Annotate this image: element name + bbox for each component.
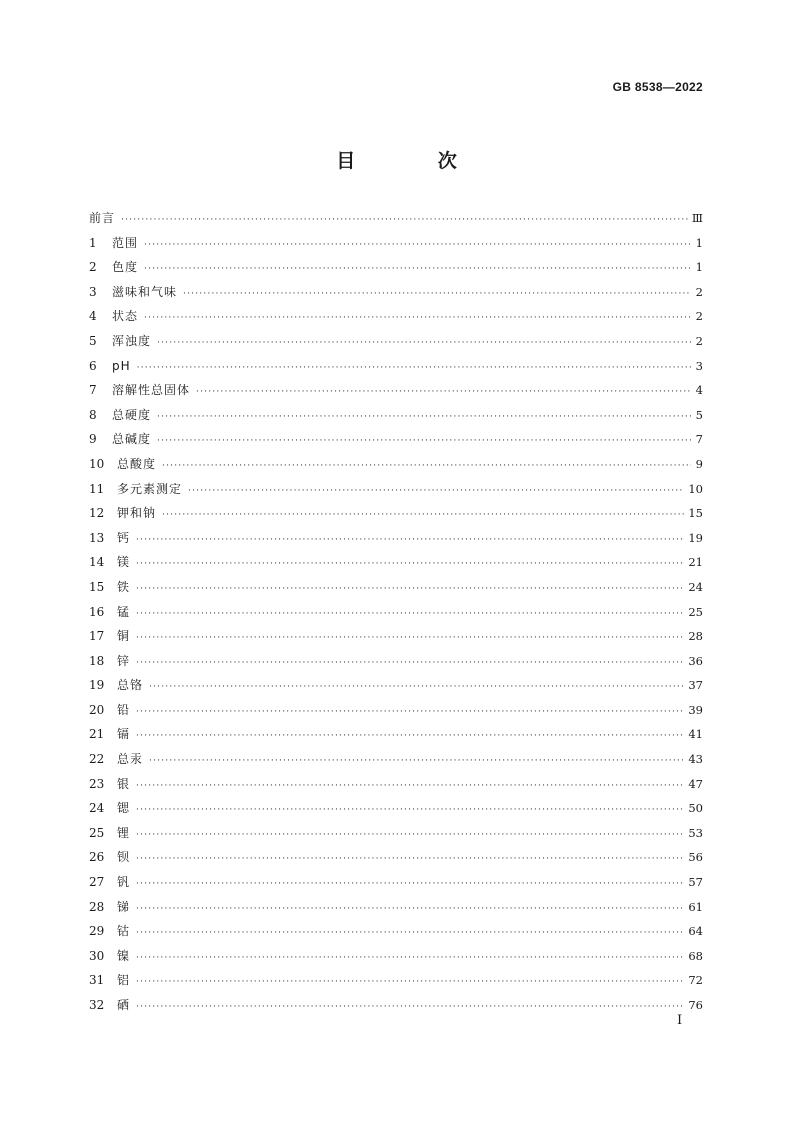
toc-entry-page: 19 xyxy=(688,530,703,545)
toc-entry-page: 76 xyxy=(688,998,703,1012)
toc-dot-leader xyxy=(136,897,684,922)
toc-entry[interactable] xyxy=(89,968,703,993)
toc-dot-leader xyxy=(162,454,691,479)
toc-entry-label: 硒 xyxy=(117,998,131,1012)
toc-entry-page: 68 xyxy=(688,948,703,963)
toc-entry-number: 27 xyxy=(89,875,105,890)
toc-entry-label: 铁 xyxy=(117,579,131,594)
toc-dot-leader xyxy=(149,675,684,700)
toc-entry-number: 1 xyxy=(89,235,97,250)
toc-entry[interactable] xyxy=(89,649,703,674)
toc-entry-label: 锌 xyxy=(117,653,131,668)
toc-entry-page: Ⅲ xyxy=(691,211,703,225)
toc-entry-label: 溶解性总固体 xyxy=(112,383,191,398)
toc-entry-page: 36 xyxy=(688,653,703,668)
toc-entry[interactable] xyxy=(89,821,703,846)
toc-dot-leader xyxy=(144,306,691,331)
toc-dot-leader xyxy=(196,380,691,405)
toc-entry-number: 3 xyxy=(89,284,97,299)
toc-entry-number: 13 xyxy=(89,530,105,545)
toc-entry[interactable] xyxy=(89,526,703,551)
toc-dot-leader xyxy=(121,208,688,233)
toc-entry[interactable] xyxy=(89,919,703,944)
toc-entry-page: 9 xyxy=(695,456,703,471)
toc-entry-number: 20 xyxy=(89,702,105,717)
toc-entry-label: 银 xyxy=(117,776,131,791)
toc-entry[interactable] xyxy=(89,304,703,329)
toc-entry-number: 10 xyxy=(89,456,105,471)
toc-entry-page: 2 xyxy=(695,333,703,348)
toc-entry-label: 镍 xyxy=(117,948,131,963)
toc-entry-label: 镁 xyxy=(117,555,131,570)
page-title: 目 次 xyxy=(336,150,495,172)
toc-entry-label: 前言 xyxy=(89,211,116,225)
toc-entry-page: 4 xyxy=(695,383,703,398)
toc-entry-page: 43 xyxy=(688,752,703,767)
toc-entry-label: 铜 xyxy=(117,629,131,644)
toc-entry-label: 锂 xyxy=(117,825,131,840)
toc-dot-leader xyxy=(137,356,691,381)
toc-entry-page: 72 xyxy=(688,973,703,988)
toc-entry-number: 30 xyxy=(89,948,105,963)
toc-entry-number: 32 xyxy=(89,998,105,1012)
toc-entry-page: 5 xyxy=(695,407,703,422)
toc-entry-number: 29 xyxy=(89,924,105,939)
toc-entry[interactable] xyxy=(89,550,703,575)
toc-entry[interactable] xyxy=(89,403,703,428)
toc-dot-leader xyxy=(136,552,684,577)
toc-entry[interactable] xyxy=(89,895,703,920)
toc-entry[interactable] xyxy=(89,280,703,305)
toc-entry-number: 17 xyxy=(89,629,105,644)
toc-entry[interactable] xyxy=(89,575,703,600)
toc-entry-number: 14 xyxy=(89,555,105,570)
toc-entry-page: 53 xyxy=(688,825,703,840)
toc-entry-label: 总碱度 xyxy=(112,432,152,447)
toc-entry-label: 总汞 xyxy=(117,752,144,767)
toc-dot-leader xyxy=(136,970,684,995)
toc-entry-label: 锶 xyxy=(117,801,131,816)
table-of-contents xyxy=(89,206,703,1018)
toc-dot-leader xyxy=(136,774,684,799)
toc-dot-leader xyxy=(157,405,691,430)
toc-entry-label: 钴 xyxy=(117,924,131,939)
toc-entry-number: 8 xyxy=(89,407,97,422)
toc-entry-page: 10 xyxy=(688,481,703,496)
toc-dot-leader xyxy=(136,528,684,553)
toc-entry-number: 24 xyxy=(89,801,105,816)
toc-entry[interactable] xyxy=(89,796,703,821)
toc-dot-leader xyxy=(136,651,684,676)
toc-entry[interactable] xyxy=(89,772,703,797)
toc-entry-number: 21 xyxy=(89,727,105,742)
toc-entry-number: 7 xyxy=(89,383,97,398)
toc-entry[interactable] xyxy=(89,600,703,625)
toc-entry-label: 镉 xyxy=(117,727,131,742)
toc-entry-page: 1 xyxy=(695,260,703,275)
toc-entry[interactable] xyxy=(89,206,703,231)
toc-entry-page: 56 xyxy=(688,850,703,865)
toc-dot-leader xyxy=(157,331,691,356)
toc-entry[interactable] xyxy=(89,870,703,895)
toc-entry-label: 铝 xyxy=(117,973,131,988)
toc-entry[interactable] xyxy=(89,501,703,526)
toc-entry[interactable] xyxy=(89,845,703,870)
toc-dot-leader xyxy=(136,700,684,725)
toc-entry-number: 28 xyxy=(89,899,105,914)
toc-entry-page: 15 xyxy=(688,506,703,521)
toc-entry-number: 6 xyxy=(89,358,97,373)
toc-entry-label: 色度 xyxy=(112,260,139,275)
toc-entry-label: 多元素测定 xyxy=(117,481,183,496)
toc-dot-leader xyxy=(136,872,684,897)
toc-entry-page: 61 xyxy=(688,899,703,914)
toc-entry[interactable] xyxy=(89,624,703,649)
toc-dot-leader xyxy=(149,749,684,774)
toc-dot-leader xyxy=(136,995,684,1020)
toc-entry-page: 37 xyxy=(688,678,703,693)
toc-entry-page: 57 xyxy=(688,875,703,890)
toc-dot-leader xyxy=(136,946,684,971)
toc-entry-number: 26 xyxy=(89,850,105,865)
toc-entry-number: 23 xyxy=(89,776,105,791)
toc-entry-number: 15 xyxy=(89,579,105,594)
toc-entry-number: 22 xyxy=(89,752,105,767)
toc-entry-label: 滋味和气味 xyxy=(112,284,178,299)
toc-dot-leader xyxy=(136,823,684,848)
toc-entry[interactable] xyxy=(89,452,703,477)
toc-entry-label: 钒 xyxy=(117,875,131,890)
toc-entry-label: 铅 xyxy=(117,702,131,717)
toc-entry[interactable] xyxy=(89,354,703,379)
standard-number: GB 8538—2022 xyxy=(612,80,703,94)
toc-dot-leader xyxy=(136,921,684,946)
toc-entry-label: 范围 xyxy=(112,235,139,250)
toc-entry-page: 2 xyxy=(695,284,703,299)
toc-dot-leader xyxy=(136,798,684,823)
toc-entry-number: 5 xyxy=(89,333,97,348)
toc-entry-number: 12 xyxy=(89,506,105,521)
toc-dot-leader xyxy=(183,282,691,307)
toc-entry[interactable] xyxy=(89,944,703,969)
toc-entry[interactable] xyxy=(89,722,703,747)
toc-entry-page: 7 xyxy=(695,432,703,447)
toc-entry[interactable] xyxy=(89,329,703,354)
toc-entry-page: 24 xyxy=(688,579,703,594)
toc-entry-label: 钾和钠 xyxy=(117,506,157,521)
toc-entry-label: 浑浊度 xyxy=(112,333,152,348)
toc-dot-leader xyxy=(136,847,684,872)
toc-entry-number: 18 xyxy=(89,653,105,668)
toc-entry-page: 2 xyxy=(695,309,703,324)
toc-entry-page: 28 xyxy=(688,629,703,644)
toc-entry-page: 21 xyxy=(688,555,703,570)
page-number: I xyxy=(677,1013,683,1028)
toc-entry-label: 状态 xyxy=(112,309,139,324)
toc-entry-number: 4 xyxy=(89,309,97,324)
toc-dot-leader xyxy=(162,503,684,528)
toc-entry[interactable] xyxy=(89,378,703,403)
toc-entry-number: 19 xyxy=(89,678,105,693)
toc-entry[interactable] xyxy=(89,993,703,1018)
toc-entry[interactable] xyxy=(89,747,703,772)
toc-entry-number: 9 xyxy=(89,432,97,447)
toc-entry-label: 锰 xyxy=(117,604,131,619)
toc-dot-leader xyxy=(136,626,684,651)
toc-entry-page: 64 xyxy=(688,924,703,939)
toc-entry-number: 2 xyxy=(89,260,97,275)
toc-entry-page: 41 xyxy=(688,727,703,742)
toc-entry[interactable] xyxy=(89,231,703,256)
toc-entry[interactable] xyxy=(89,255,703,280)
toc-dot-leader xyxy=(136,602,684,627)
toc-entry-number: 16 xyxy=(89,604,105,619)
toc-entry-page: 3 xyxy=(695,358,703,373)
toc-dot-leader xyxy=(157,429,691,454)
toc-entry[interactable] xyxy=(89,477,703,502)
toc-dot-leader xyxy=(136,724,684,749)
toc-entry-page: 39 xyxy=(688,702,703,717)
toc-entry-number: 25 xyxy=(89,825,105,840)
toc-entry-label: pH xyxy=(112,358,131,373)
toc-entry-label: 锑 xyxy=(117,899,131,914)
toc-dot-leader xyxy=(144,233,691,258)
toc-entry[interactable] xyxy=(89,427,703,452)
toc-entry-number: 31 xyxy=(89,973,105,988)
toc-entry-label: 总硬度 xyxy=(112,407,152,422)
toc-entry-label: 总酸度 xyxy=(117,456,157,471)
toc-entry-number: 11 xyxy=(89,481,105,496)
toc-dot-leader xyxy=(136,577,684,602)
toc-entry-label: 钙 xyxy=(117,530,131,545)
toc-dot-leader xyxy=(188,479,684,504)
toc-entry-page: 50 xyxy=(688,801,703,816)
toc-entry-label: 钡 xyxy=(117,850,131,865)
toc-entry[interactable] xyxy=(89,673,703,698)
toc-entry[interactable] xyxy=(89,698,703,723)
toc-entry-label: 总铬 xyxy=(117,678,144,693)
toc-entry-page: 25 xyxy=(688,604,703,619)
toc-entry-page: 47 xyxy=(688,776,703,791)
toc-entry-page: 1 xyxy=(695,235,703,250)
toc-dot-leader xyxy=(144,257,691,282)
